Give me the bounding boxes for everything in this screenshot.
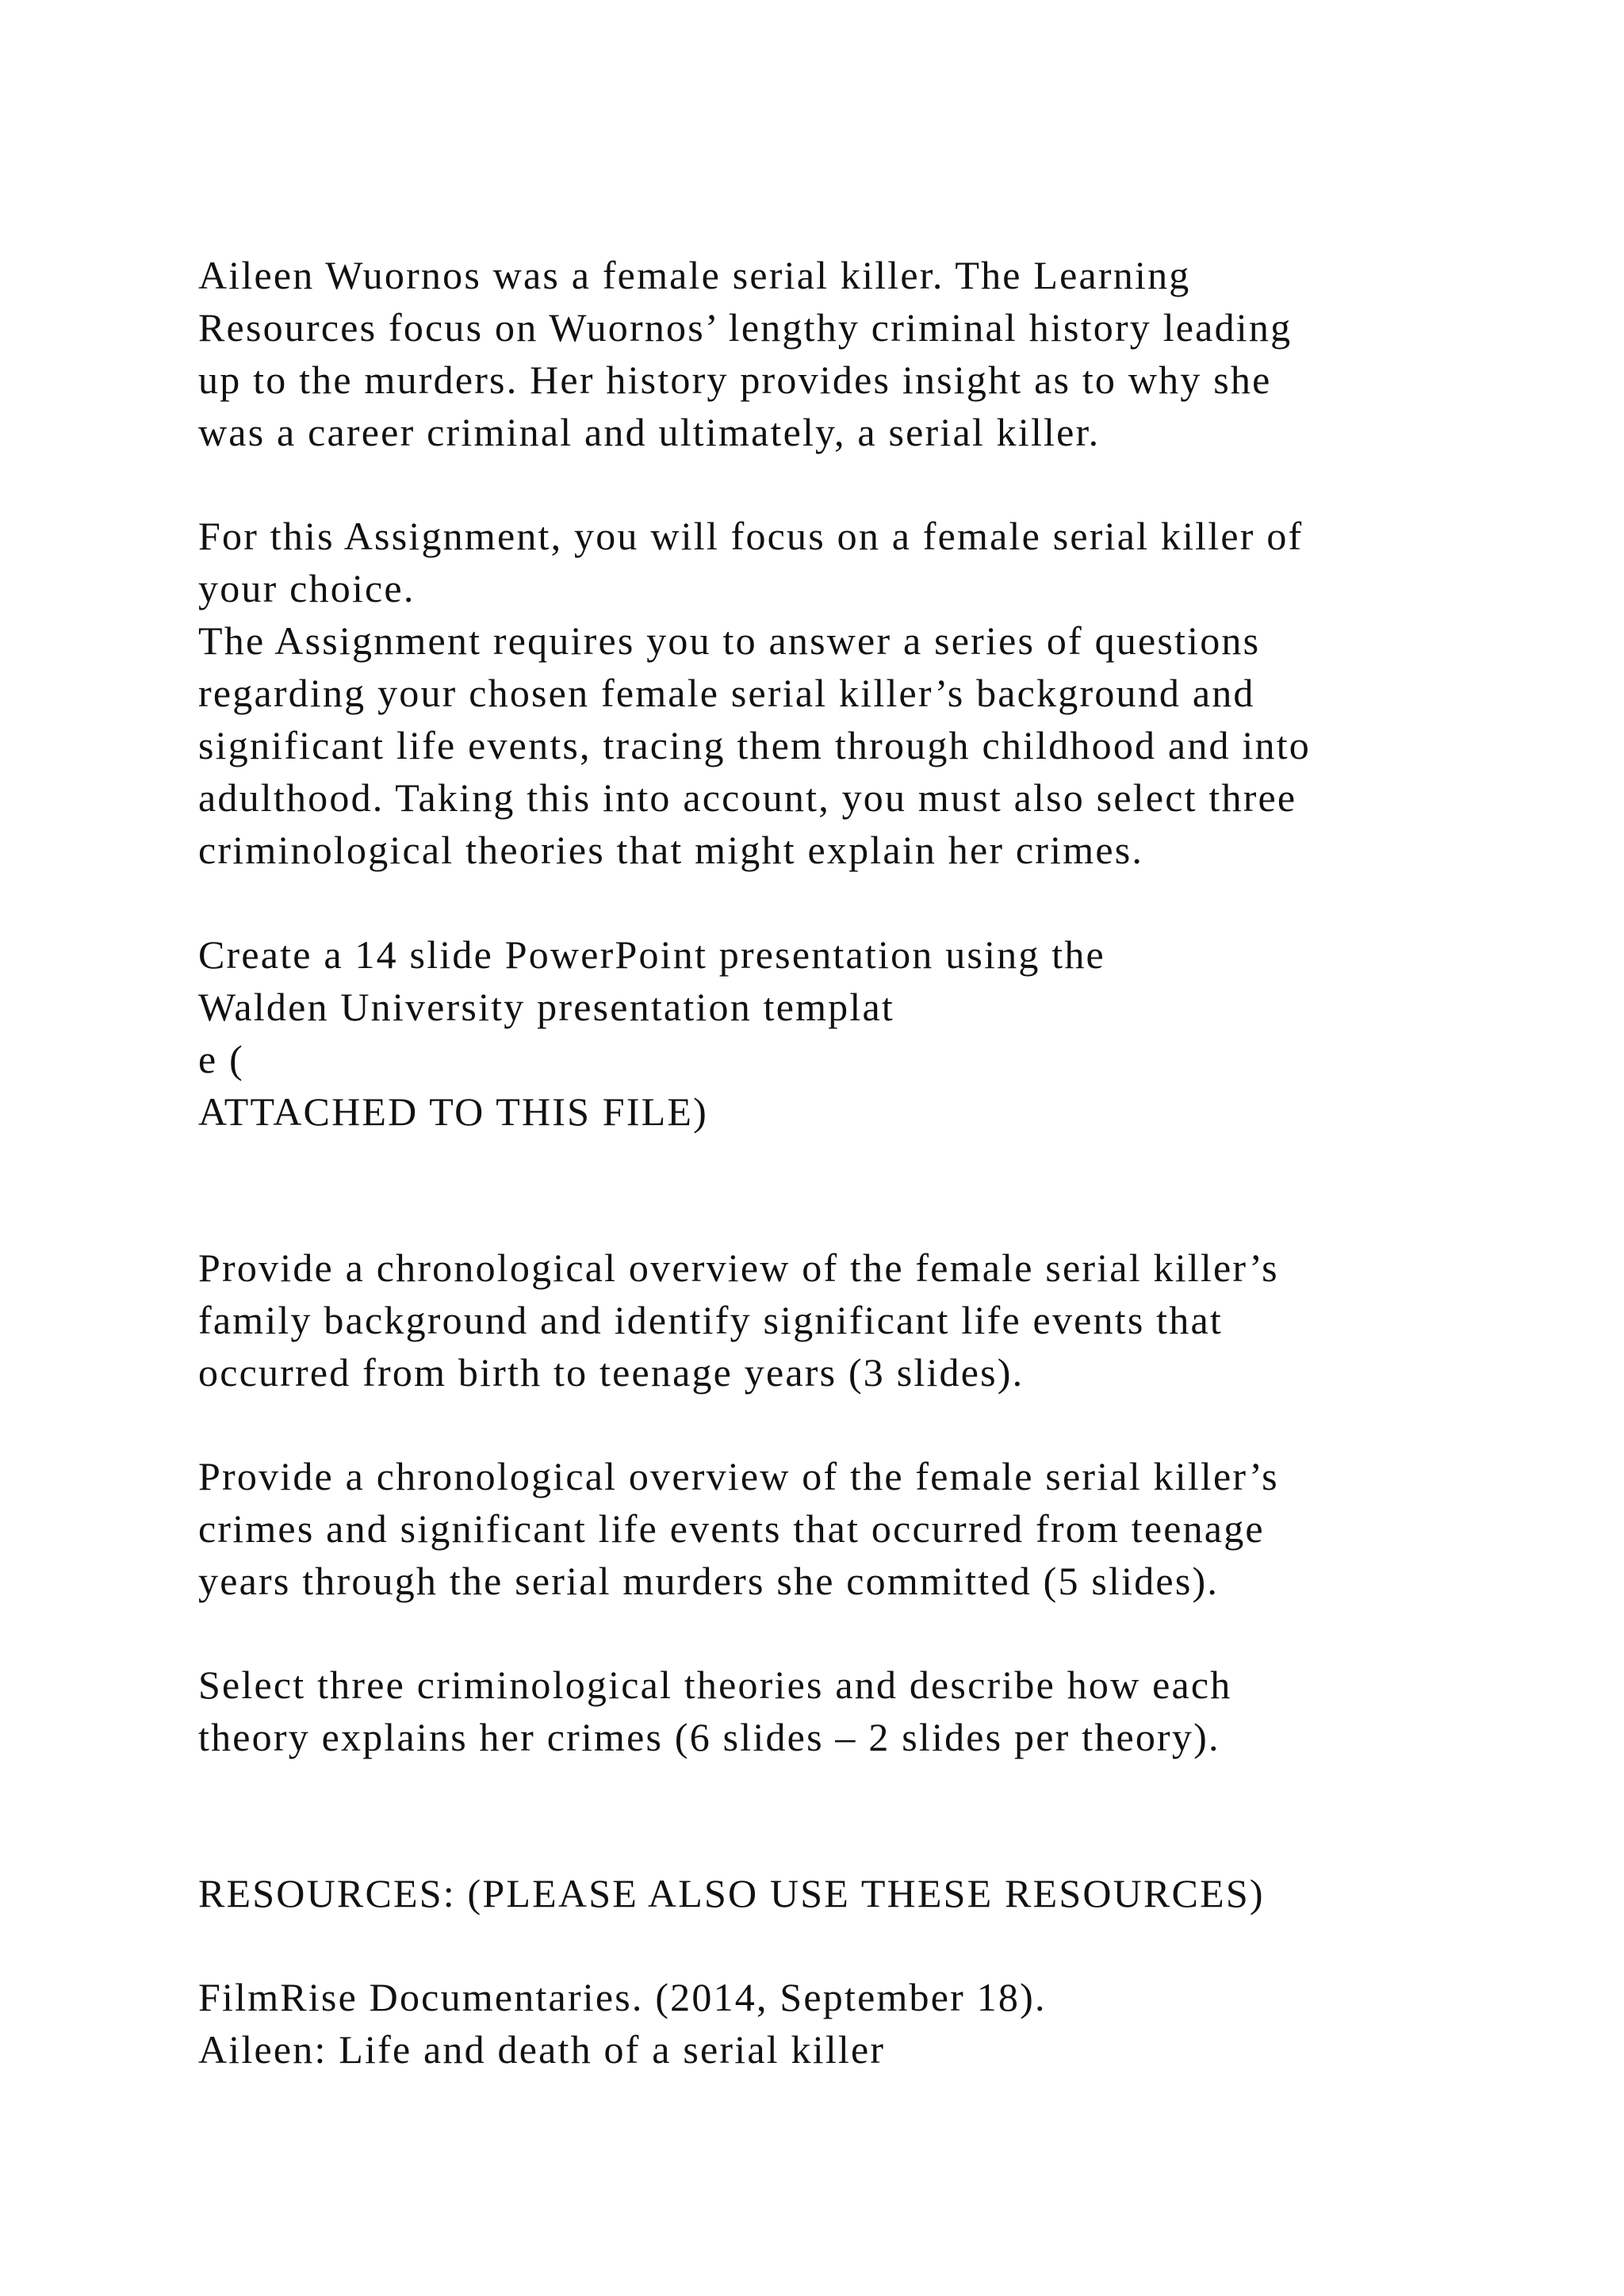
requirement-line: years through the serial murders she committed (5 slides). (198, 1559, 1220, 1603)
assignment-line: The Assignment requires you to answer a series of questions (198, 618, 1261, 663)
requirement-line: theory explains her crimes (6 slides – 2 slides per theory). (198, 1715, 1220, 1759)
reference-line: Aileen: Life and death of a serial killer (198, 2027, 886, 2072)
assignment-line: significant life events, tracing them through childhood and into (198, 723, 1312, 767)
reference-line: FilmRise Documentaries. (2014, September 18). (198, 1975, 1047, 2019)
assignment-line: regarding your chosen female serial killer’s background and (198, 671, 1255, 715)
presentation-line: e ( (198, 1037, 244, 1081)
assignment-line: criminological theories that might explain her crimes. (198, 828, 1144, 872)
requirement-line: occurred from birth to teenage years (3 slides). (198, 1350, 1025, 1395)
presentation-line: ATTACHED TO THIS FILE) (198, 1089, 709, 1134)
intro-line: Resources focus on Wuornos’ lengthy criminal history leading (198, 305, 1293, 350)
requirement-line: family background and identify significant life events that (198, 1298, 1223, 1342)
assignment-line: For this Assignment, you will focus on a female serial killer of (198, 514, 1304, 558)
intro-line: was a career criminal and ultimately, a serial killer. (198, 410, 1101, 454)
intro-line: up to the murders. Her history provides insight as to why she (198, 358, 1272, 402)
requirement-line: Select three criminological theories and describe how each (198, 1663, 1232, 1707)
presentation-line: Walden University presentation templat (198, 985, 894, 1029)
resources-heading: RESOURCES: (PLEASE ALSO USE THESE RESOURCES) (198, 1871, 1265, 1915)
requirement-line: Provide a chronological overview of the female serial killer’s (198, 1454, 1279, 1498)
presentation-line: Create a 14 slide PowerPoint presentation using the (198, 932, 1105, 977)
requirement-line: Provide a chronological overview of the female serial killer’s (198, 1246, 1279, 1290)
assignment-line: adulthood. Taking this into account, you must also select three (198, 775, 1297, 820)
intro-line: Aileen Wuornos was a female serial killer. The Learning (198, 253, 1191, 297)
assignment-line: your choice. (198, 566, 416, 610)
requirement-line: crimes and significant life events that occurred from teenage (198, 1506, 1265, 1551)
